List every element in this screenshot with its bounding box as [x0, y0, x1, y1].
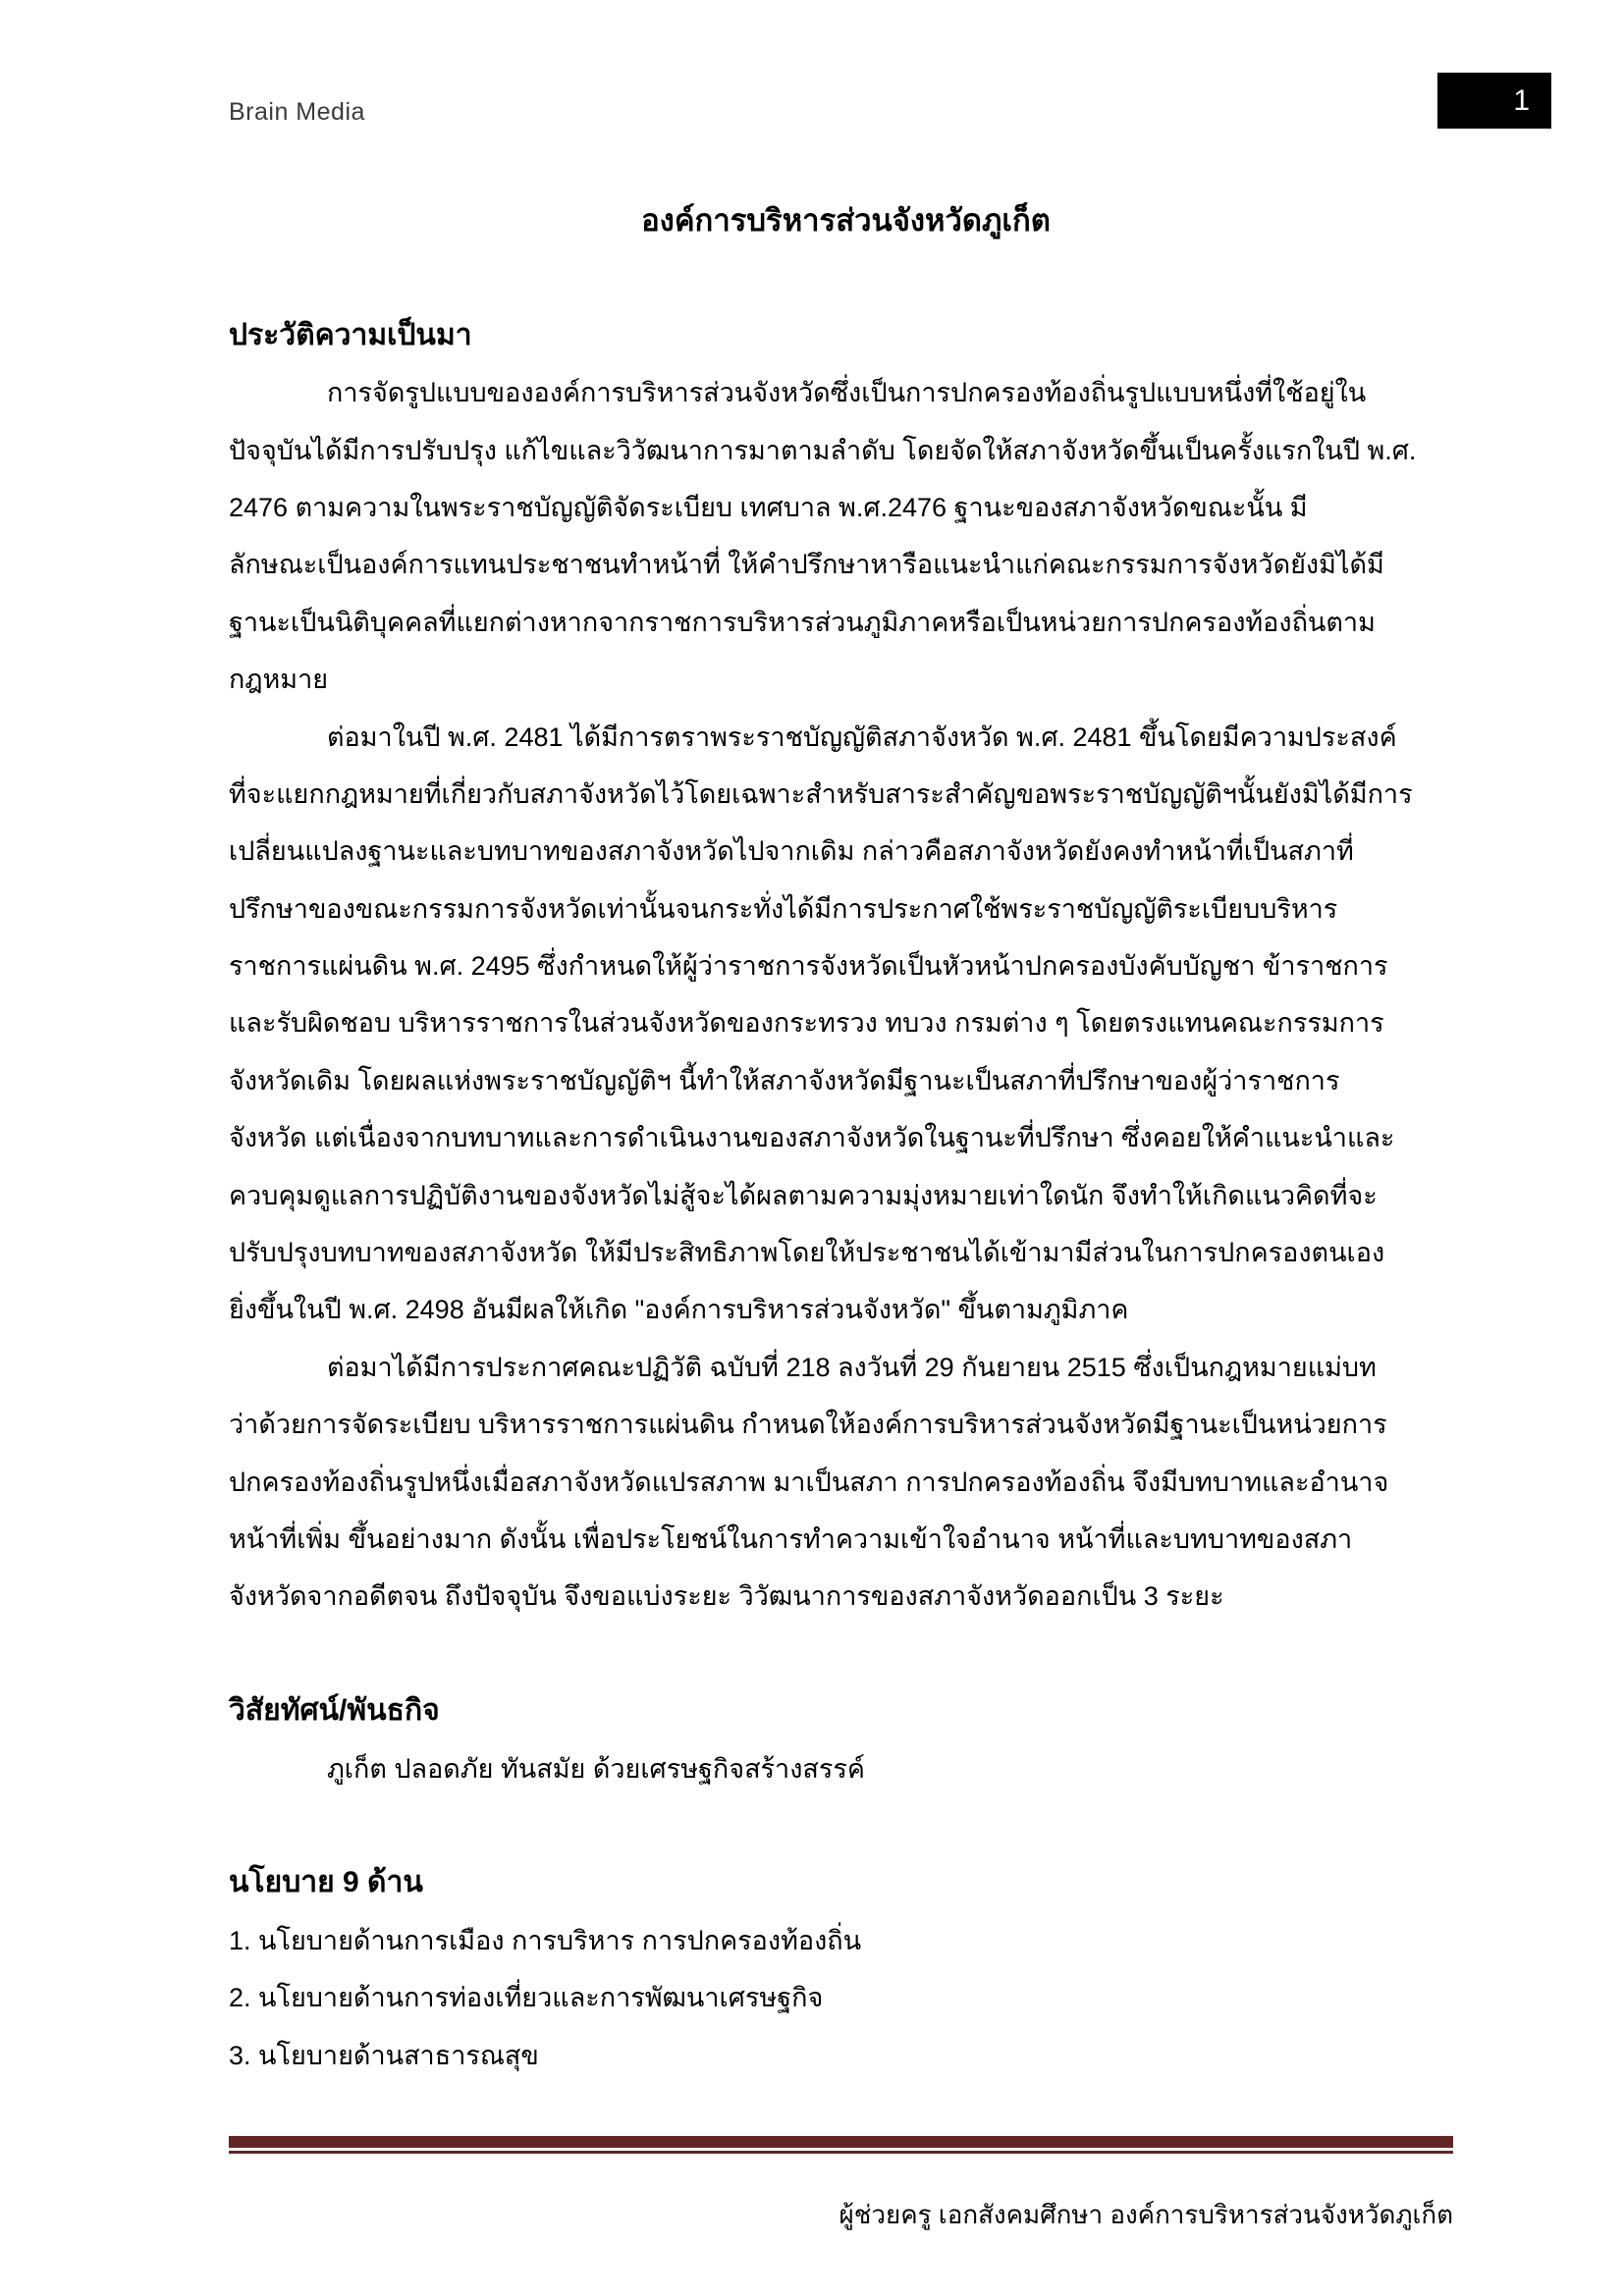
history-p1-line: การจัดรูปแบบขององค์การบริหารส่วนจังหวัดซึ่งเป็นการปกครองท้องถิ่นรูปแบบหนึ่งที่ใช้อยู่ใน: [327, 378, 1367, 408]
history-p2-line: จังหวัดเดิม โดยผลแห่งพระราชบัญญัติฯ นี้ทำให้สภาจังหวัดมีฐานะเป็นสภาที่ปรึกษาของผู้ว่าราชการ: [229, 1065, 1340, 1095]
history-p2-line: ต่อมาในปี พ.ศ. 2481 ได้มีการตราพระราชบัญญัติสภาจังหวัด พ.ศ. 2481 ขึ้นโดยมีความประสงค์: [327, 721, 1397, 752]
history-p2-line: ควบคุมดูแลการปฏิบัติงานของจังหวัดไม่สู้จะได้ผลตามความมุ่งหมายเท่าใดนัก จึงทำให้เกิดแนวคิดที่จะ: [229, 1180, 1378, 1210]
document-body: [229, 192, 1463, 2084]
spacer: [229, 249, 1463, 306]
spacer: [229, 1797, 1463, 1854]
history-p1-line: ลักษณะเป็นองค์การแทนประชาชนทำหน้าที่ ให้คำปรึกษาหารือแนะนำแก่คณะกรรมการจังหวัดยังมิได้มี: [229, 550, 1384, 580]
vision-text: ภูเก็ต ปลอดภัย ทันสมัย ด้วยเศรษฐกิจสร้างสรรค์: [327, 1753, 865, 1784]
history-heading: ประวัติความเป็นมา: [229, 318, 472, 351]
history-p2-line: จังหวัด แต่เนื่องจากบทบาทและการดำเนินงานของสภาจังหวัดในฐานะที่ปรึกษา ซึ่งคอยให้คำแนะนำและ: [229, 1123, 1395, 1153]
policy-item: 2. นโยบายด้านการท่องเที่ยวและการพัฒนาเศรษฐกิจ: [229, 1983, 824, 2013]
history-p3-line: จังหวัดจากอดีตจน ถึงปัจจุบัน จึงขอแบ่งระยะ วิวัฒนาการของสภาจังหวัดออกเป็น 3 ระยะ: [229, 1581, 1224, 1612]
history-p2-line: และรับผิดชอบ บริหารราชการในส่วนจังหวัดของกระทรวง ทบวง กรมต่าง ๆ โดยตรงแทนคณะกรรมการ: [229, 1008, 1384, 1039]
history-p1-line: ปัจจุบันได้มีการปรับปรุง แก้ไขและวิวัฒนาการมาตามลำดับ โดยจัดให้สภาจังหวัดขึ้นเป็นครั้งแรกในปี พ.ศ.: [229, 435, 1417, 465]
footer-rule-thin: [229, 2151, 1453, 2154]
history-p1-line: ฐานะเป็นนิติบุคคลที่แยกต่างหากจากราชการบริหารส่วนภูมิภาคหรือเป็นหน่วยการปกครองท้องถิ่นตาม: [229, 607, 1376, 637]
history-p2-line: ยิ่งขึ้นในปี พ.ศ. 2498 อันมีผลให้เกิด "องค์การบริหารส่วนจังหวัด" ขึ้นตามภูมิภาค: [229, 1295, 1129, 1325]
history-p2-line: ปรับปรุงบทบาทของสภาจังหวัด ให้มีประสิทธิภาพโดยให้ประชาชนได้เข้ามามีส่วนในการปกครองตนเอง: [229, 1238, 1385, 1268]
footer-credit: ผู้ช่วยครู เอกสังคมศึกษา องค์การบริหารส่วนจังหวัดภูเก็ต: [839, 2200, 1453, 2229]
history-p3-line: ต่อมาได้มีการประกาศคณะปฏิวัติ ฉบับที่ 218 ลงวันที่ 29 กันยายน 2515 ซึ่งเป็นกฎหมายแม่บท: [327, 1352, 1377, 1382]
policy-item: 3. นโยบายด้านสาธารณสุข: [229, 2040, 539, 2070]
history-p2-line: ปรึกษาของขณะกรรมการจังหวัดเท่านั้นจนกระทั่งได้มีการประกาศใช้พระราชบัญญัติระเบียบบริหาร: [229, 893, 1338, 924]
history-p3-line: ปกครองท้องถิ่นรูปหนึ่งเมื่อสภาจังหวัดแปรสภาพ มาเป็นสภา การปกครองท้องถิ่น จึงมีบทบาทและอำนาจ: [229, 1467, 1389, 1497]
footer-rule: [229, 2136, 1453, 2154]
history-p2-line: เปลี่ยนแปลงฐานะและบทบาทของสภาจังหวัดไปจากเดิม กล่าวคือสภาจังหวัดยังคงทำหน้าที่เป็นสภาที่: [229, 836, 1354, 867]
policy-heading: นโยบาย 9 ด้าน: [229, 1866, 423, 1899]
header-brand: Brain Media: [229, 98, 365, 126]
page-title: องค์การบริหารส่วนจังหวัดภูเก็ต: [641, 203, 1051, 238]
history-p2-line: ราชการแผ่นดิน พ.ศ. 2495 ซึ่งกำหนดให้ผู้ว่าราชการจังหวัดเป็นหัวหน้าปกครองบังคับบัญชา ข้าราชการ: [229, 951, 1388, 982]
vision-heading: วิสัยทัศน์/พันธกิจ: [229, 1694, 440, 1728]
history-p1-line: กฎหมาย: [229, 665, 329, 695]
history-p1-line: 2476 ตามความในพระราชบัญญัติจัดระเบียบ เทศบาล พ.ศ.2476 ฐานะของสภาจังหวัดขณะนั้น มี: [229, 492, 1308, 522]
history-p3-line: หน้าที่เพิ่ม ขึ้นอย่างมาก ดังนั้น เพื่อประโยชน์ในการทำความเข้าใจอำนาจ หน้าที่และบทบาทของสภา: [229, 1523, 1353, 1554]
history-p3-line: ว่าด้วยการจัดระเบียบ บริหารราชการแผ่นดิน กำหนดให้องค์การบริหารส่วนจังหวัดมีฐานะเป็นหน่วยการ: [229, 1410, 1387, 1440]
spacer: [229, 1626, 1463, 1682]
policy-item: 1. นโยบายด้านการเมือง การบริหาร การปกครองท้องถิ่น: [229, 1925, 862, 1955]
footer-rule-thick: [229, 2136, 1453, 2148]
page-number-badge: 1: [1437, 73, 1551, 129]
history-p2-line: ที่จะแยกกฎหมายที่เกี่ยวกับสภาจังหวัดไว้โดยเฉพาะสำหรับสาระสำคัญขอพระราชบัญญัติฯนั้นยังมิได้มีการ: [229, 778, 1413, 809]
